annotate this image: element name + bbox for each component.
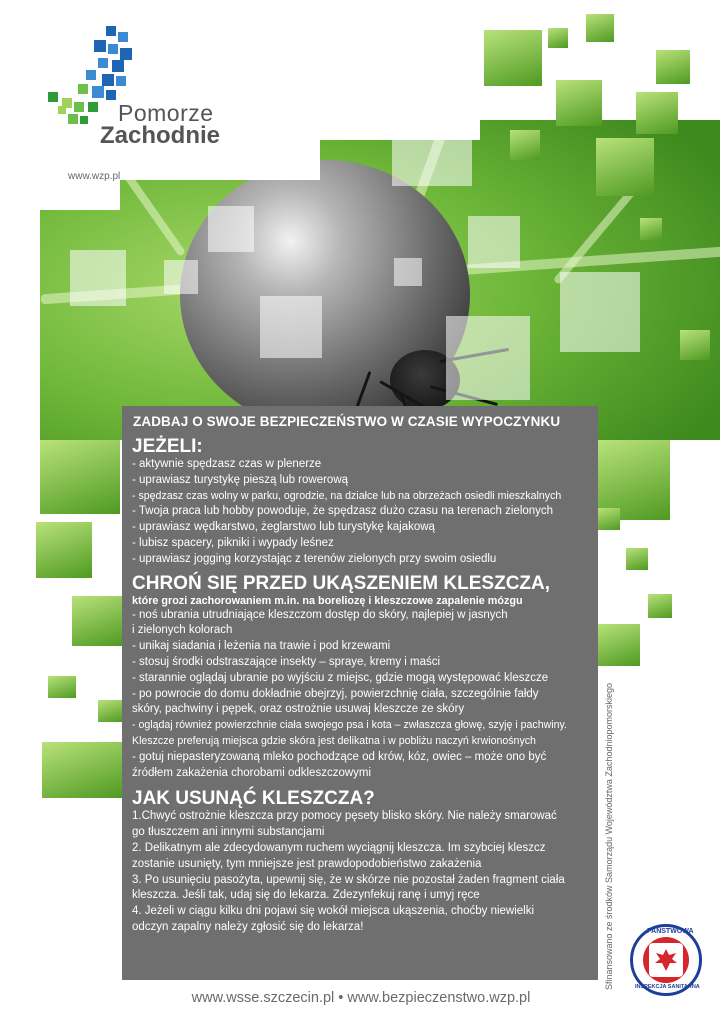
section2-title: CHROŃ SIĘ PRZED UKĄSZENIEM KLESZCZA, — [132, 572, 551, 594]
panel-heading: ZADBAJ O SWOJE BEZPIECZEŃSTWO W CZASIE WYPOCZYNKU — [133, 414, 561, 429]
list-item: i zielonych kolorach — [132, 624, 233, 637]
footer-links[interactable]: www.wsse.szczecin.pl • www.bezpieczenstwo.wzp.pl — [191, 990, 531, 1006]
green-tile — [626, 548, 648, 570]
list-item: 1.Chwyć ostrożnie kleszcza przy pomocy pęsety blisko skóry. Nie należy smarować — [132, 810, 557, 823]
overlay-square — [446, 316, 530, 400]
eagle-emblem-icon — [649, 943, 683, 977]
green-tile — [40, 440, 120, 514]
list-item: - uprawiasz wędkarstwo, żeglarstwo lub turystykę kajakową — [132, 521, 435, 534]
website-link[interactable]: www.wzp.pl — [68, 171, 121, 182]
list-item: - aktywnie spędzasz czas w plenerze — [132, 458, 322, 470]
list-item: zostanie usunięty, tym mniejsze jest prawdopodobieństwo zakażenia — [132, 857, 482, 870]
list-item: - spędzasz czas wolny w parku, ogrodzie, na działce lub na obrzeżach osiedli mieszkalnych — [132, 489, 562, 502]
overlay-square — [70, 250, 126, 306]
list-item: kleszcza. Jeśli tak, udaj się do lekarza. Zdezynfekuj ranę i umyj ręce — [132, 889, 480, 902]
stamp-top-text: PAŃSTWOWA — [647, 928, 694, 935]
funding-note: Sfinansowano ze środków Samorządu Województwa Zachodniopomorskiego — [604, 683, 614, 990]
list-item: Kleszcze preferują miejsca gdzie skóra jest delikatna i w pobliżu naczyń krwionośnych — [132, 734, 536, 747]
logo-tile — [118, 32, 128, 42]
logo-tile — [112, 60, 124, 72]
green-tile — [598, 508, 620, 530]
overlay-square — [392, 106, 472, 186]
logo-tile — [58, 106, 66, 114]
logo-tile — [74, 102, 84, 112]
logo-tile — [78, 84, 88, 94]
list-item: - uprawiasz jogging korzystając z terenów zielonych przy swoim osiedlu — [132, 552, 497, 565]
green-tile — [586, 14, 614, 42]
logo-tile — [86, 70, 96, 80]
logo-tile — [94, 40, 106, 52]
overlay-square — [208, 206, 254, 252]
list-item: go tłuszczem ani innymi substancjami — [132, 826, 325, 839]
section3-list — [132, 809, 588, 935]
green-tile — [48, 676, 76, 698]
logo-tile — [98, 58, 108, 68]
logo-tile — [80, 116, 88, 124]
logo-tile — [88, 102, 98, 112]
list-item: - stosuj środki odstraszające insekty – spraye, kremy i maści — [132, 655, 441, 668]
logo-tile — [106, 90, 116, 100]
logo-line1: Pomorze — [118, 100, 214, 126]
logo-tile — [108, 44, 118, 54]
logo-tile — [48, 92, 58, 102]
stamp-bottom-text: INSPEKCJA SANITARNA — [635, 984, 700, 990]
list-item: 2. Delikatnym ale zdecydowanym ruchem wyciągnij kleszcza. Im szybciej kleszcz — [132, 841, 546, 854]
green-tile — [636, 92, 678, 134]
green-tile — [548, 28, 568, 48]
logo-tile — [116, 76, 126, 86]
overlay-square — [560, 272, 640, 352]
list-item: - oglądaj również powierzchnie ciała swojego psa i kota – zwłaszcza głowę, szyję i pachwiny. — [132, 719, 567, 732]
list-item: - lubisz spacery, pikniki i wypady leśnez — [132, 536, 334, 549]
list-item: odczyn zapalny należy zgłosić się do lekarza! — [132, 920, 364, 933]
overlay-square — [394, 258, 422, 286]
list-item: skóry, pachwiny i pępek, oraz ostrożnie usuwaj kleszcze ze skóry — [132, 703, 465, 716]
list-item: - noś ubrania utrudniające kleszczom dostęp do skóry, najlepiej w jasnych — [132, 608, 508, 621]
logo-tile — [68, 114, 78, 124]
green-tile — [36, 522, 92, 578]
overlay-square — [260, 296, 322, 358]
info-panel — [122, 406, 598, 980]
list-item: 3. Po usunięciu pasożyta, upewnij się, że w skórze nie pozostał żaden fragment ciała — [132, 873, 565, 886]
list-item: - gotuj niepasteryzowaną mleko pochodzące od krów, kóz, owiec – może ono być — [132, 750, 547, 763]
list-item: - uprawiasz turystykę pieszą lub rowerową — [132, 473, 349, 486]
green-tile — [648, 594, 672, 618]
logo-tile — [92, 86, 104, 98]
green-tile — [556, 80, 602, 126]
section3-title: JAK USUNĄĆ KLESZCZA? — [132, 788, 375, 810]
logo-tile — [106, 26, 116, 36]
section2-subtitle: które grozi zachorowaniem m.in. na boreliozę i kleszczowe zapalenie mózgu — [132, 594, 523, 607]
green-tile — [680, 330, 710, 360]
section1-list — [132, 457, 588, 568]
green-tile — [640, 218, 662, 240]
list-item: źródłem zakażenia chorobami odkleszczowymi — [132, 766, 372, 779]
green-tile — [656, 50, 690, 84]
logo-line2: Zachodnie — [100, 122, 221, 149]
green-tile — [72, 596, 122, 646]
logo-tile — [102, 74, 114, 86]
list-item: - Twoja praca lub hobby powoduje, że spędzasz dużo czasu na terenach zielonych — [132, 505, 554, 518]
logo-tile — [120, 48, 132, 60]
overlay-square — [164, 260, 198, 294]
green-tile — [42, 742, 122, 798]
section1-title: JEŻELI: — [132, 436, 203, 457]
list-item: - unikaj siadania i leżenia na trawie i pod krzewami — [132, 640, 391, 653]
green-tile — [510, 130, 540, 160]
green-tile — [484, 30, 542, 86]
section2-list — [132, 608, 588, 782]
green-tile — [598, 624, 640, 666]
list-item: - po powrocie do domu dokładnie obejrzyj, powierzchnię ciała, szczególnie fałdy — [132, 687, 539, 700]
mask-block — [0, 210, 40, 450]
list-item: 4. Jeżeli w ciągu kilku dni pojawi się wokół miejsca ukąszenia, choćby niewielki — [132, 905, 535, 918]
list-item: - starannie oglądaj ubranie po wyjściu z miejsc, gdzie mogą występować kleszcze — [132, 671, 549, 684]
overlay-square — [468, 216, 520, 268]
green-tile — [596, 138, 654, 196]
green-tile — [98, 700, 122, 722]
sanitary-inspection-stamp — [630, 924, 702, 996]
